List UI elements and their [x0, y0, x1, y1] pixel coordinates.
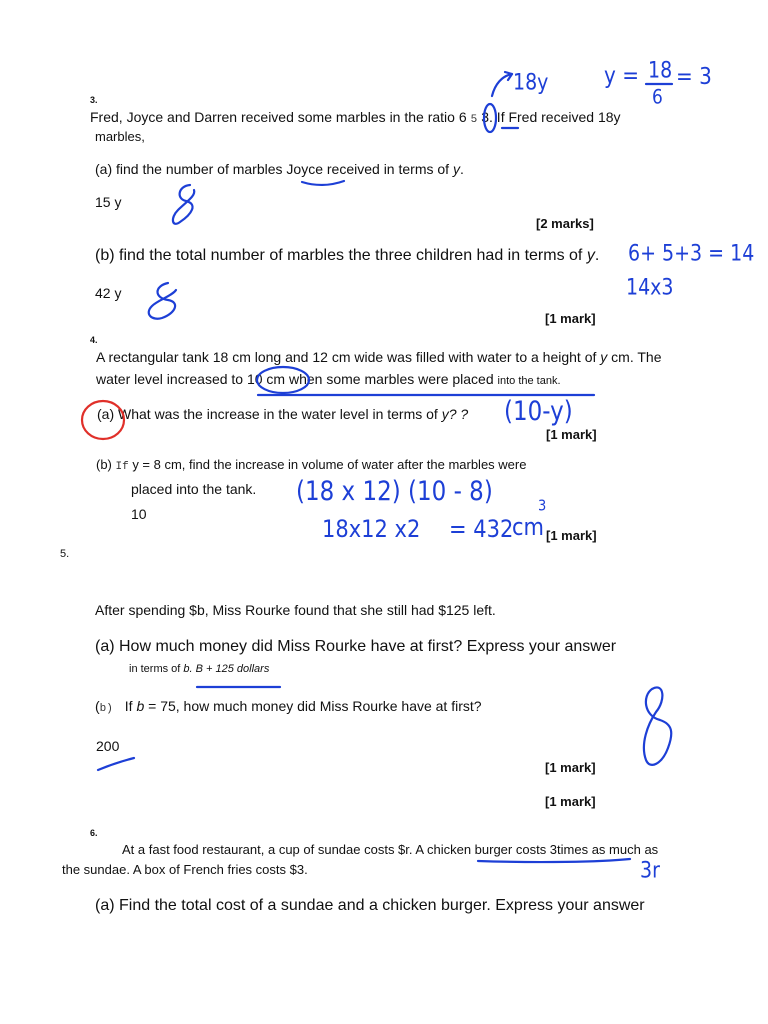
hw-18y: 18y — [513, 70, 549, 96]
q5b-question-text: = 75, how much money did Miss Rourke have at first? — [144, 698, 482, 714]
hw-tick-q5 — [644, 687, 671, 764]
q4b-if: If — [115, 461, 129, 473]
q5-marks-2: [1 mark] — [545, 794, 596, 809]
q4a-question-var: y? ? — [441, 406, 469, 422]
q3a-answer: 15 y — [95, 194, 122, 210]
q4b-label: (b) — [96, 457, 116, 472]
q5a-line2-answer: . B + 125 dollars — [189, 663, 270, 675]
q6-statement-line2: the sundae. A box of French fries costs $3. — [62, 862, 308, 877]
q3-statement-post: 3. If Fred received 18y — [481, 109, 621, 125]
hw-circle-ratio-6 — [484, 104, 496, 132]
q5b-question-pre: If — [124, 698, 137, 714]
hw-y-equals: y = — [604, 61, 639, 89]
q3b-question-end: . — [594, 247, 600, 264]
hw-eq-3: = 3 — [676, 62, 712, 90]
hw-3r: 3r — [640, 858, 660, 884]
q3a-question-end: . — [459, 161, 464, 177]
q3-number: 3. — [90, 95, 98, 105]
hw-tick-q3a — [173, 185, 194, 224]
q5b-label: b) — [99, 703, 113, 715]
q3b-answer: 42 y — [95, 285, 122, 301]
q5-number: 5. — [60, 548, 70, 560]
q6-number: 6. — [90, 828, 98, 838]
q6a-question: (a) Find the total cost of a sundae and a chicken burger. Express your answer — [95, 897, 645, 914]
hw-expression-2: 18x12 x2 — [322, 515, 421, 543]
hw-frac-denominator: 6 — [652, 86, 663, 109]
q4-line2-text: water level increased to 10 cm when some marbles were placed — [96, 371, 498, 387]
hw-red-circle-q4a — [82, 401, 124, 439]
q4b-question-line2: placed into the tank. — [131, 481, 257, 497]
q4-line2-small: into the tank. — [497, 375, 561, 387]
q3a-marks: [2 marks] — [536, 216, 594, 231]
q3-ratio-mid: 5 — [470, 114, 478, 126]
q3b-question-text: (b) find the total number of marbles the three children had in terms of — [95, 247, 587, 264]
q5b-question-var: b — [136, 698, 145, 714]
q5-intro: After spending $b, Miss Rourke found that she still had $125 left. — [95, 602, 496, 618]
q5b-answer: 200 — [96, 738, 120, 754]
q5a-question: (a) How much money did Miss Rourke have at first? Express your answer — [95, 638, 617, 655]
hw-underline-q6 — [478, 859, 630, 862]
hw-ratio-sum: 6+ 5+3 = 14 — [628, 241, 755, 267]
hw-unit-exponent: 3 — [538, 498, 547, 516]
q5-marks-1: [1 mark] — [545, 760, 596, 775]
q4-line1-post: cm. The — [607, 349, 662, 365]
hw-multiply: 14x3 — [626, 275, 674, 301]
q4b-answer: 10 — [131, 506, 147, 522]
hw-expression-1: (18 x 12) (10 - 8) — [296, 477, 493, 507]
q6-statement-line1: At a fast food restaurant, a cup of sundae costs $r. A chicken burger costs 3times as much as — [122, 842, 659, 857]
q4a-marks: [1 mark] — [546, 427, 597, 442]
q5a-line2-var: b — [183, 663, 190, 675]
hw-frac-numerator: 18 — [648, 58, 673, 84]
hw-circle-10cm — [257, 367, 309, 393]
hw-ten-minus-y: (10-y) — [504, 397, 573, 427]
hw-expression-3: = 432 — [449, 515, 514, 543]
q4a-question-text: (a) What was the increase in the water level in terms of — [97, 406, 442, 422]
hw-underline-joyce — [302, 181, 344, 185]
q4-line1-text: A rectangular tank 18 cm long and 12 cm wide was filled with water to a height of — [96, 349, 601, 365]
q3-statement-pre: Fred, Joyce and Darren received some marbles in the ratio 6 — [90, 109, 467, 125]
q4b-marks: [1 mark] — [546, 528, 597, 543]
q3a-question-text: (a) find the number of marbles Joyce received in terms of — [95, 161, 453, 177]
q5a-line2-text: in terms of — [129, 663, 184, 675]
q4-number: 4. — [90, 335, 98, 345]
hw-stroke-200 — [98, 758, 134, 770]
q3b-marks: [1 mark] — [545, 311, 596, 326]
q3a-question-var: y — [452, 161, 460, 177]
hw-tick-q3b — [149, 283, 176, 319]
q3-statement-line2: marbles, — [95, 129, 145, 144]
hw-unit-cm: cm — [512, 513, 545, 541]
q4-line1-var: y — [600, 349, 608, 365]
q5b-label-open: ( — [95, 698, 100, 714]
q4b-question-text: y = 8 cm, find the increase in volume of water after the marbles were — [128, 457, 527, 472]
q3b-question-var: y — [586, 247, 595, 264]
